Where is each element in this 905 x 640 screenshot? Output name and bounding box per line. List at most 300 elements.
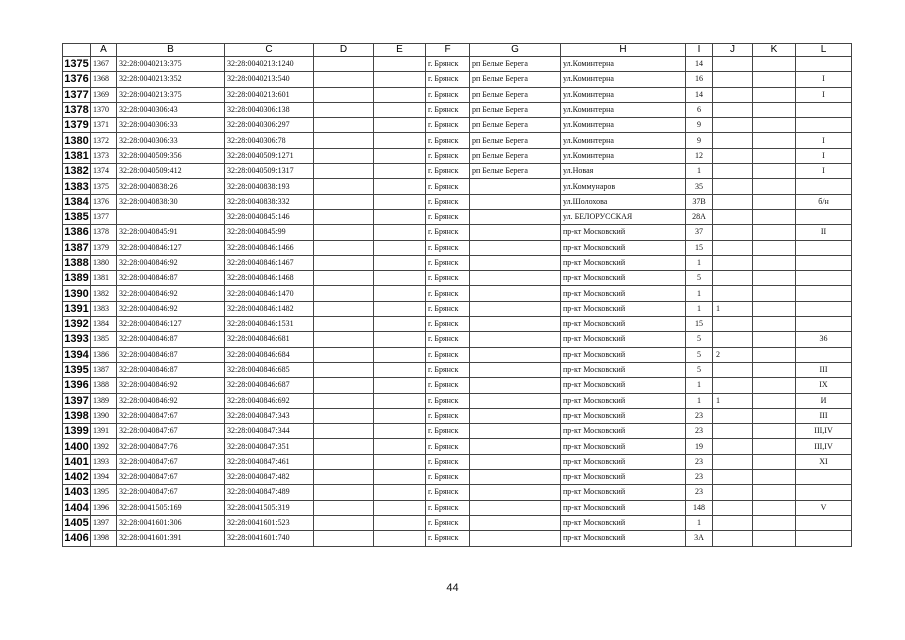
cell-col-h: пр-кт Московский xyxy=(561,255,686,270)
cell-col-l: 36 xyxy=(796,332,852,347)
cell-col-b: 32:28:0040509:412 xyxy=(117,164,225,179)
cell-col-f: г. Брянск xyxy=(426,57,470,72)
cell-col-h: ул.Коминтерна xyxy=(561,148,686,163)
table-row xyxy=(63,240,852,255)
cell-col-j xyxy=(713,439,753,454)
cell-col-d xyxy=(314,531,374,546)
row-number-cell: 1395 xyxy=(64,364,89,377)
column-header-h: H xyxy=(561,44,686,57)
cell-col-d xyxy=(314,347,374,362)
cell-col-e xyxy=(374,301,426,316)
cell-col-b: 32:28:0040509:356 xyxy=(117,148,225,163)
cell-col-j xyxy=(713,362,753,377)
cell-col-c: 32:28:0040847:351 xyxy=(225,439,314,454)
cell-col-f: г. Брянск xyxy=(426,164,470,179)
cell-col-c: 32:28:0040838:193 xyxy=(225,179,314,194)
row-number-cell: 1375 xyxy=(64,58,89,71)
cell-col-k xyxy=(753,225,796,240)
cell-col-j xyxy=(713,240,753,255)
column-header-f: F xyxy=(426,44,470,57)
cell-col-d xyxy=(314,485,374,500)
row-number-cell: 1378 xyxy=(64,104,89,117)
spreadsheet-table xyxy=(62,43,852,547)
cell-col-c: 32:28:0040847:482 xyxy=(225,470,314,485)
cell-col-i: 1 xyxy=(686,301,713,316)
cell-col-b: 32:28:0040847:76 xyxy=(117,439,225,454)
cell-col-a: 1371 xyxy=(91,118,117,133)
cell-col-c: 32:28:0040846:1468 xyxy=(225,271,314,286)
cell-col-e xyxy=(374,500,426,515)
row-number-cell: 1406 xyxy=(64,532,89,545)
cell-col-j xyxy=(713,133,753,148)
cell-col-a: 1373 xyxy=(91,148,117,163)
cell-col-h: пр-кт Московский xyxy=(561,470,686,485)
cell-col-j xyxy=(713,424,753,439)
cell-col-e xyxy=(374,378,426,393)
cell-col-g: рп Белые Берега xyxy=(470,164,561,179)
cell-col-a: 1370 xyxy=(91,102,117,117)
table-row xyxy=(63,531,852,546)
cell-col-f: г. Брянск xyxy=(426,332,470,347)
cell-col-k xyxy=(753,317,796,332)
cell-col-i: 5 xyxy=(686,347,713,362)
cell-col-j xyxy=(713,500,753,515)
table-row xyxy=(63,378,852,393)
table-row xyxy=(63,179,852,194)
table-row xyxy=(63,164,852,179)
cell-col-c: 32:28:0040846:1467 xyxy=(225,255,314,270)
cell-col-j xyxy=(713,148,753,163)
cell-col-i: 9 xyxy=(686,133,713,148)
cell-col-i: 1 xyxy=(686,378,713,393)
column-header-k: K xyxy=(753,44,796,57)
cell-col-b: 32:28:0040846:87 xyxy=(117,332,225,347)
cell-col-j xyxy=(713,515,753,530)
row-number-cell: 1383 xyxy=(64,180,89,193)
cell-col-l: I xyxy=(796,133,852,148)
row-number-cell: 1403 xyxy=(64,486,89,499)
cell-col-h: ул. БЕЛОРУССКАЯ xyxy=(561,209,686,224)
cell-col-l xyxy=(796,102,852,117)
cell-col-a: 1386 xyxy=(91,347,117,362)
cell-col-i: 9 xyxy=(686,118,713,133)
cell-col-b: 32:28:0040846:127 xyxy=(117,317,225,332)
cell-col-g xyxy=(470,271,561,286)
cell-col-b: 32:28:0040213:375 xyxy=(117,57,225,72)
cell-col-h: ул.Коминтерна xyxy=(561,118,686,133)
cell-col-a: 1388 xyxy=(91,378,117,393)
cell-col-c: 32:28:0041601:523 xyxy=(225,515,314,530)
table-row xyxy=(63,118,852,133)
row-number-cell: 1381 xyxy=(64,149,89,162)
row-number-cell: 1392 xyxy=(64,318,89,331)
table-row xyxy=(63,301,852,316)
cell-col-d xyxy=(314,148,374,163)
cell-col-c: 32:28:0040213:1240 xyxy=(225,57,314,72)
cell-col-g xyxy=(470,485,561,500)
cell-col-d xyxy=(314,286,374,301)
cell-col-g xyxy=(470,439,561,454)
cell-col-h: пр-кт Московский xyxy=(561,393,686,408)
cell-col-b: 32:28:0040847:67 xyxy=(117,424,225,439)
cell-col-a: 1396 xyxy=(91,500,117,515)
cell-col-d xyxy=(314,470,374,485)
cell-col-l xyxy=(796,57,852,72)
cell-col-e xyxy=(374,57,426,72)
cell-col-a: 1379 xyxy=(91,240,117,255)
cell-col-j xyxy=(713,378,753,393)
cell-col-j xyxy=(713,164,753,179)
cell-col-k xyxy=(753,301,796,316)
table-body xyxy=(63,57,852,547)
cell-col-k xyxy=(753,164,796,179)
column-header-g: G xyxy=(470,44,561,57)
cell-col-g: рп Белые Берега xyxy=(470,87,561,102)
cell-col-b: 32:28:0040847:67 xyxy=(117,408,225,423)
cell-col-a: 1369 xyxy=(91,87,117,102)
cell-col-d xyxy=(314,240,374,255)
cell-col-j xyxy=(713,271,753,286)
cell-col-c: 32:28:0040846:1466 xyxy=(225,240,314,255)
cell-col-l xyxy=(796,209,852,224)
cell-col-b: 32:28:0040845:91 xyxy=(117,225,225,240)
row-number-cell: 1388 xyxy=(64,257,89,269)
cell-col-l: III xyxy=(796,362,852,377)
cell-col-g xyxy=(470,317,561,332)
cell-col-g xyxy=(470,424,561,439)
table-row xyxy=(63,255,852,270)
cell-col-g xyxy=(470,194,561,209)
cell-col-l xyxy=(796,240,852,255)
cell-col-f: г. Брянск xyxy=(426,485,470,500)
column-header-j: J xyxy=(713,44,753,57)
row-number-cell: 1384 xyxy=(64,195,89,208)
cell-col-a: 1398 xyxy=(91,531,117,546)
cell-col-j xyxy=(713,332,753,347)
cell-col-c: 32:28:0040509:1271 xyxy=(225,148,314,163)
cell-col-f: г. Брянск xyxy=(426,240,470,255)
cell-col-b: 32:28:0040213:352 xyxy=(117,72,225,87)
cell-col-l: III xyxy=(796,408,852,423)
cell-col-l: II xyxy=(796,225,852,240)
cell-col-d xyxy=(314,424,374,439)
cell-col-l: V xyxy=(796,500,852,515)
cell-col-k xyxy=(753,454,796,469)
cell-col-f: г. Брянск xyxy=(426,531,470,546)
cell-col-d xyxy=(314,378,374,393)
cell-col-d xyxy=(314,164,374,179)
row-number-cell: 1402 xyxy=(64,471,89,484)
cell-col-j xyxy=(713,179,753,194)
cell-col-h: пр-кт Московский xyxy=(561,225,686,240)
cell-col-a: 1389 xyxy=(91,393,117,408)
cell-col-i: 14 xyxy=(686,57,713,72)
cell-col-c: 32:28:0040847:489 xyxy=(225,485,314,500)
cell-col-g: рп Белые Берега xyxy=(470,102,561,117)
cell-col-l: III,IV xyxy=(796,439,852,454)
cell-col-j xyxy=(713,194,753,209)
cell-col-i: 3А xyxy=(686,531,713,546)
column-header-d: D xyxy=(314,44,374,57)
cell-col-i: 19 xyxy=(686,439,713,454)
row-number-cell: 1385 xyxy=(64,211,89,224)
cell-col-d xyxy=(314,225,374,240)
cell-col-h: ул.Шолохова xyxy=(561,194,686,209)
table-row xyxy=(63,454,852,469)
cell-col-d xyxy=(314,194,374,209)
cell-col-f: г. Брянск xyxy=(426,148,470,163)
cell-col-j xyxy=(713,408,753,423)
cell-col-a: 1393 xyxy=(91,454,117,469)
row-number-cell: 1390 xyxy=(64,287,89,300)
cell-col-i: 14 xyxy=(686,87,713,102)
table-row xyxy=(63,485,852,500)
cell-col-a: 1377 xyxy=(91,209,117,224)
cell-col-b: 32:28:0040846:87 xyxy=(117,271,225,286)
cell-col-d xyxy=(314,72,374,87)
cell-col-b: 32:28:0040846:92 xyxy=(117,301,225,316)
cell-col-f: г. Брянск xyxy=(426,454,470,469)
cell-col-a: 1395 xyxy=(91,485,117,500)
cell-col-k xyxy=(753,408,796,423)
cell-col-f: г. Брянск xyxy=(426,102,470,117)
table-row xyxy=(63,362,852,377)
cell-col-g xyxy=(470,531,561,546)
cell-col-h: пр-кт Московский xyxy=(561,347,686,362)
cell-col-a: 1391 xyxy=(91,424,117,439)
column-header-b: B xyxy=(117,44,225,57)
cell-col-f: г. Брянск xyxy=(426,133,470,148)
cell-col-h: пр-кт Московский xyxy=(561,424,686,439)
cell-col-j: 2 xyxy=(713,347,753,362)
cell-col-h: пр-кт Московский xyxy=(561,531,686,546)
cell-col-h: пр-кт Московский xyxy=(561,454,686,469)
column-header-row xyxy=(63,44,852,57)
cell-col-b: 32:28:0041601:306 xyxy=(117,515,225,530)
cell-col-h: ул.Коммунаров xyxy=(561,179,686,194)
cell-col-e xyxy=(374,255,426,270)
cell-col-l xyxy=(796,485,852,500)
cell-col-l xyxy=(796,301,852,316)
cell-col-i: 5 xyxy=(686,271,713,286)
cell-col-j: 1 xyxy=(713,301,753,316)
cell-col-k xyxy=(753,271,796,286)
cell-col-c: 32:28:0040846:692 xyxy=(225,393,314,408)
cell-col-a: 1394 xyxy=(91,470,117,485)
row-number-cell: 1397 xyxy=(64,394,89,407)
cell-col-k xyxy=(753,332,796,347)
cell-col-b: 32:28:0040847:67 xyxy=(117,454,225,469)
cell-col-e xyxy=(374,485,426,500)
cell-col-g: рп Белые Берега xyxy=(470,57,561,72)
cell-col-b: 32:28:0040846:92 xyxy=(117,255,225,270)
cell-col-f: г. Брянск xyxy=(426,470,470,485)
cell-col-h: пр-кт Московский xyxy=(561,515,686,530)
cell-col-g: рп Белые Берега xyxy=(470,133,561,148)
table-row xyxy=(63,72,852,87)
cell-col-d xyxy=(314,271,374,286)
cell-col-h: пр-кт Московский xyxy=(561,378,686,393)
cell-col-i: 1 xyxy=(686,286,713,301)
cell-col-h: пр-кт Московский xyxy=(561,240,686,255)
cell-col-g xyxy=(470,301,561,316)
cell-col-d xyxy=(314,102,374,117)
cell-col-l xyxy=(796,317,852,332)
cell-col-h: пр-кт Московский xyxy=(561,317,686,332)
cell-col-g: рп Белые Берега xyxy=(470,148,561,163)
cell-col-h: пр-кт Московский xyxy=(561,332,686,347)
cell-col-a: 1384 xyxy=(91,317,117,332)
cell-col-f: г. Брянск xyxy=(426,179,470,194)
cell-col-c: 32:28:0040845:99 xyxy=(225,225,314,240)
table-row xyxy=(63,225,852,240)
cell-col-c: 32:28:0040838:332 xyxy=(225,194,314,209)
cell-col-l xyxy=(796,286,852,301)
cell-col-d xyxy=(314,133,374,148)
table-row xyxy=(63,317,852,332)
cell-col-c: 32:28:0040846:1531 xyxy=(225,317,314,332)
row-number-cell: 1380 xyxy=(64,134,89,147)
table-row xyxy=(63,393,852,408)
cell-col-b: 32:28:0041601:391 xyxy=(117,531,225,546)
cell-col-k xyxy=(753,133,796,148)
cell-col-a: 1390 xyxy=(91,408,117,423)
cell-col-j xyxy=(713,531,753,546)
row-number-cell: 1398 xyxy=(64,409,89,422)
cell-col-a: 1367 xyxy=(91,57,117,72)
cell-col-g: рп Белые Берега xyxy=(470,118,561,133)
cell-col-i: 15 xyxy=(686,317,713,332)
cell-col-c: 32:28:0040306:138 xyxy=(225,102,314,117)
cell-col-f: г. Брянск xyxy=(426,362,470,377)
table-row xyxy=(63,424,852,439)
cell-col-f: г. Брянск xyxy=(426,209,470,224)
cell-col-c: 32:28:0040846:1482 xyxy=(225,301,314,316)
cell-col-a: 1380 xyxy=(91,255,117,270)
cell-col-j: 1 xyxy=(713,393,753,408)
cell-col-a: 1397 xyxy=(91,515,117,530)
cell-col-l xyxy=(796,271,852,286)
cell-col-j xyxy=(713,118,753,133)
cell-col-j xyxy=(713,255,753,270)
cell-col-e xyxy=(374,225,426,240)
cell-col-h: пр-кт Московский xyxy=(561,362,686,377)
cell-col-f: г. Брянск xyxy=(426,271,470,286)
cell-col-b: 32:28:0040306:33 xyxy=(117,118,225,133)
cell-col-f: г. Брянск xyxy=(426,317,470,332)
cell-col-k xyxy=(753,87,796,102)
cell-col-f: г. Брянск xyxy=(426,408,470,423)
cell-col-i: 23 xyxy=(686,485,713,500)
cell-col-k xyxy=(753,240,796,255)
cell-col-e xyxy=(374,515,426,530)
table-row xyxy=(63,194,852,209)
cell-col-k xyxy=(753,286,796,301)
cell-col-l xyxy=(796,347,852,362)
cell-col-e xyxy=(374,271,426,286)
cell-col-d xyxy=(314,57,374,72)
cell-col-b xyxy=(117,209,225,224)
cell-col-f: г. Брянск xyxy=(426,72,470,87)
page-number: 44 xyxy=(446,582,459,594)
cell-col-e xyxy=(374,240,426,255)
cell-col-g xyxy=(470,454,561,469)
cell-col-d xyxy=(314,255,374,270)
cell-col-k xyxy=(753,378,796,393)
cell-col-e xyxy=(374,133,426,148)
table-row xyxy=(63,515,852,530)
cell-col-l: I xyxy=(796,72,852,87)
row-number-cell: 1405 xyxy=(64,517,89,530)
cell-col-j xyxy=(713,57,753,72)
cell-col-k xyxy=(753,485,796,500)
cell-col-c: 32:28:0040846:687 xyxy=(225,378,314,393)
cell-col-l xyxy=(796,118,852,133)
cell-col-i: 28А xyxy=(686,209,713,224)
cell-col-a: 1382 xyxy=(91,286,117,301)
cell-col-e xyxy=(374,439,426,454)
table-row xyxy=(63,408,852,423)
cell-col-c: 32:28:0040846:684 xyxy=(225,347,314,362)
cell-col-i: 16 xyxy=(686,72,713,87)
cell-col-i: 148 xyxy=(686,500,713,515)
cell-col-e xyxy=(374,531,426,546)
cell-col-g xyxy=(470,408,561,423)
row-number-cell: 1404 xyxy=(64,501,89,514)
cell-col-i: 1 xyxy=(686,515,713,530)
table-row xyxy=(63,102,852,117)
cell-col-d xyxy=(314,454,374,469)
row-number-cell: 1382 xyxy=(64,165,89,178)
cell-col-k xyxy=(753,72,796,87)
cell-col-l: I xyxy=(796,87,852,102)
cell-col-c: 32:28:0040847:344 xyxy=(225,424,314,439)
row-number-cell: 1391 xyxy=(64,302,89,315)
table-row xyxy=(63,271,852,286)
cell-col-b: 32:28:0040846:92 xyxy=(117,378,225,393)
cell-col-i: 5 xyxy=(686,362,713,377)
cell-col-h: ул.Коминтерна xyxy=(561,57,686,72)
cell-col-e xyxy=(374,393,426,408)
row-number-cell: 1396 xyxy=(64,379,89,392)
column-header-l: L xyxy=(796,44,852,57)
cell-col-d xyxy=(314,301,374,316)
cell-col-b: 32:28:0040838:26 xyxy=(117,179,225,194)
cell-col-h: ул.Коминтерна xyxy=(561,87,686,102)
cell-col-h: ул.Коминтерна xyxy=(561,102,686,117)
cell-col-h: ул.Новая xyxy=(561,164,686,179)
cell-col-i: 37 xyxy=(686,225,713,240)
cell-col-e xyxy=(374,87,426,102)
cell-col-a: 1375 xyxy=(91,179,117,194)
row-number-cell: 1379 xyxy=(64,119,89,132)
cell-col-c: 32:28:0040509:1317 xyxy=(225,164,314,179)
cell-col-b: 32:28:0040838:30 xyxy=(117,194,225,209)
cell-col-k xyxy=(753,102,796,117)
cell-col-b: 32:28:0040846:92 xyxy=(117,286,225,301)
cell-col-d xyxy=(314,500,374,515)
cell-col-i: 6 xyxy=(686,102,713,117)
cell-col-j xyxy=(713,485,753,500)
cell-col-f: г. Брянск xyxy=(426,378,470,393)
cell-col-h: пр-кт Московский xyxy=(561,500,686,515)
table-row xyxy=(63,57,852,72)
cell-col-b: 32:28:0040846:92 xyxy=(117,393,225,408)
cell-col-c: 32:28:0040213:540 xyxy=(225,72,314,87)
cell-col-f: г. Брянск xyxy=(426,439,470,454)
cell-col-f: г. Брянск xyxy=(426,424,470,439)
cell-col-l: III,IV xyxy=(796,424,852,439)
